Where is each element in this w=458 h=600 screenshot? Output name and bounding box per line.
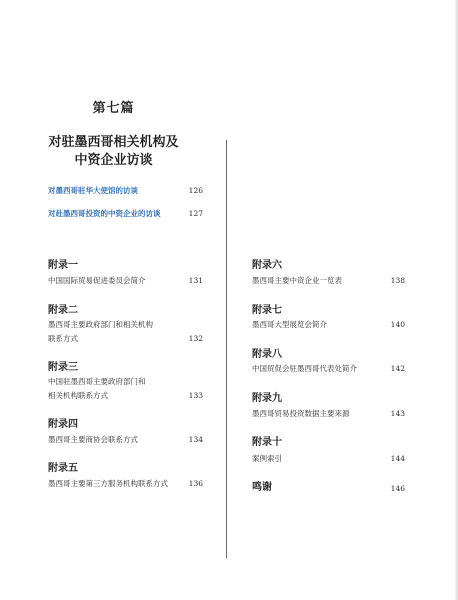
toc-entry-page: 143 <box>390 409 405 418</box>
part-subtitle <box>0 134 227 170</box>
toc-entry-appendix-2[interactable] <box>48 318 203 346</box>
toc-entry-page: 138 <box>390 276 405 285</box>
toc-entry-appendix-6[interactable] <box>252 274 405 288</box>
toc-entry-title: 墨西哥主要第三方服务机构联系方式 <box>48 479 168 488</box>
toc-entry-title: 对墨西哥驻华大使馆的访谈 <box>48 186 138 195</box>
toc-entry-title: 墨西哥主要商协会联系方式 <box>48 435 138 444</box>
appendix-4-heading: 附录四 <box>48 419 78 430</box>
toc-entry-title: 案例索引 <box>252 454 282 463</box>
toc-entry-title: 墨西哥贸易投资数据主要来源 <box>252 409 350 418</box>
toc-entry-title: 对赴墨西哥投资的中资企业的访谈 <box>48 209 161 218</box>
toc-entry-acknowledgements[interactable] <box>252 481 405 497</box>
toc-entry-title-cont: 联系方式 <box>48 334 78 343</box>
toc-entry-page: 131 <box>188 276 203 285</box>
toc-entry-page: 140 <box>390 320 405 329</box>
toc-entry-appendix-10[interactable] <box>252 452 405 466</box>
toc-entry-appendix-7[interactable] <box>252 318 405 332</box>
toc-entry-page: 144 <box>390 454 405 463</box>
toc-entry-appendix-5[interactable] <box>48 477 203 491</box>
appendix-1-heading: 附录一 <box>48 260 78 271</box>
toc-entry-appendix-1[interactable] <box>48 274 203 288</box>
toc-entry-title: 墨西哥主要政府部门和相关机构 <box>48 320 153 329</box>
toc-entry-title: 中国国际贸易促进委员会简介 <box>48 276 146 285</box>
appendix-3-heading: 附录三 <box>48 362 78 373</box>
appendix-9-heading: 附录九 <box>252 393 282 404</box>
toc-entry-page: 127 <box>188 209 203 218</box>
toc-entry-page: 134 <box>188 435 203 444</box>
appendix-2-heading: 附录二 <box>48 305 78 316</box>
toc-entry-title: 中国驻墨西哥主要政府部门和 <box>48 377 146 386</box>
toc-entry-page: 132 <box>188 334 203 343</box>
appendix-7-heading: 附录七 <box>252 305 282 316</box>
toc-entry-appendix-3[interactable] <box>48 375 203 403</box>
toc-entry-page: 133 <box>188 391 203 400</box>
toc-entry-page: 126 <box>188 186 203 195</box>
toc-entry-page: 142 <box>390 364 405 373</box>
toc-entry-appendix-4[interactable] <box>48 433 203 447</box>
toc-entry-title-cont: 相关机构联系方式 <box>48 391 108 400</box>
toc-entry-enterprise-interview[interactable] <box>48 207 203 221</box>
toc-entry-appendix-9[interactable] <box>252 407 405 421</box>
part-subtitle-line: 对驻墨西哥相关机构及 <box>48 135 179 150</box>
column-divider <box>226 140 227 558</box>
appendix-6-heading: 附录六 <box>252 260 282 271</box>
toc-entry-page: 136 <box>188 479 203 488</box>
toc-entry-title: 墨西哥主要中资企业一览表 <box>252 276 342 285</box>
toc-entry-embassy-interview[interactable] <box>48 184 203 198</box>
appendix-5-heading: 附录五 <box>48 463 78 474</box>
toc-entry-title: 墨西哥大型展览会简介 <box>252 320 327 329</box>
appendix-10-heading: 附录十 <box>252 437 282 448</box>
toc-entry-title: 中国贸促会驻墨西哥代表处简介 <box>252 364 357 373</box>
part-title: 第七篇 <box>92 101 135 116</box>
toc-entry-page: 146 <box>390 484 405 493</box>
toc-entry-appendix-8[interactable] <box>252 362 405 376</box>
acknowledgements-heading: 鸣谢 <box>252 482 272 493</box>
part-subtitle-line: 中资企业访谈 <box>74 153 153 168</box>
appendix-8-heading: 附录八 <box>252 349 282 360</box>
